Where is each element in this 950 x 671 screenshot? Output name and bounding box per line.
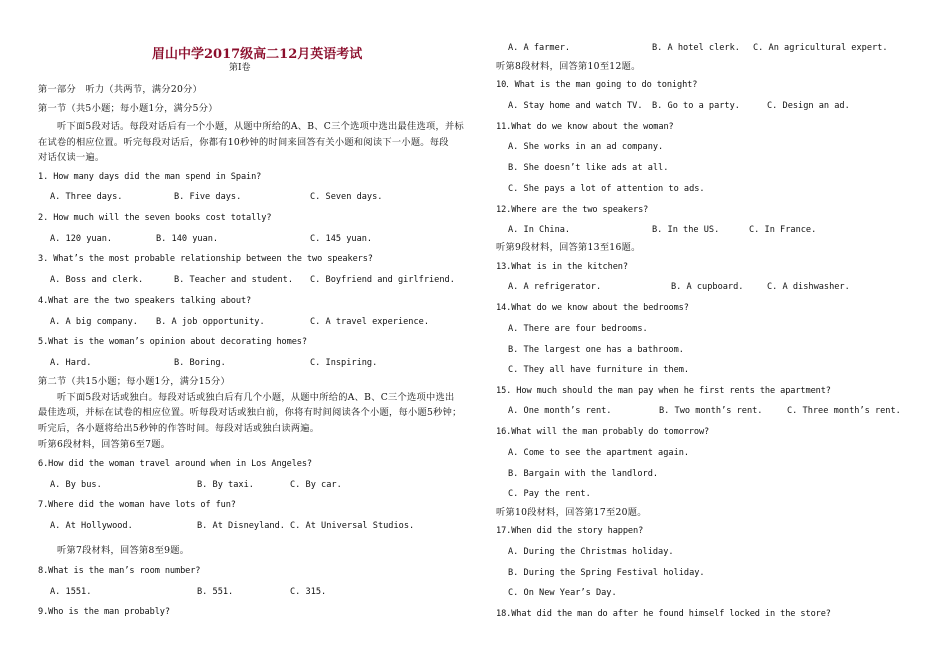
option-a: A. A farmer. bbox=[508, 43, 571, 53]
option-b: B. A hotel clerk. bbox=[652, 43, 740, 53]
option-a: A. There are four bedrooms. bbox=[508, 324, 648, 334]
question-text: 4.What are the two speakers talking about? bbox=[38, 296, 252, 306]
option-c: C. In France. bbox=[749, 225, 817, 235]
option-c: C. A travel experience. bbox=[310, 317, 429, 327]
option-c: C. They all have furniture in them. bbox=[508, 365, 690, 375]
option-c: C. Pay the rent. bbox=[508, 489, 591, 499]
option-a: A. Three days. bbox=[50, 192, 123, 202]
directions-line: 在试卷的相应位置。听完每段对话后，你都有10秒钟的时间来回答有关小题和阅读下一小题。每段 bbox=[38, 137, 449, 148]
question-text: 17.When did the story happen? bbox=[496, 526, 644, 536]
material-heading: 听第8段材料，回答第10至12题。 bbox=[496, 61, 641, 72]
option-c: C. An agricultural expert. bbox=[753, 43, 888, 53]
option-a: A. Stay home and watch TV. bbox=[508, 101, 643, 111]
question-text: 5.What is the woman’s opinion about decorating homes? bbox=[38, 337, 307, 347]
directions-line: 听完后，各小题将给出5秒钟的作答时间。每段对话或独白读两遍。 bbox=[38, 423, 320, 434]
option-b: B. Teacher and student. bbox=[174, 275, 293, 285]
directions-line: 对话仅读一遍。 bbox=[38, 152, 105, 163]
material-heading: 听第9段材料，回答第13至16题。 bbox=[496, 242, 641, 253]
option-c: C. 315. bbox=[290, 587, 327, 597]
option-b: B. A job opportunity. bbox=[156, 317, 265, 327]
option-c: C. Inspiring. bbox=[310, 358, 378, 368]
material-heading: 听第6段材料，回答第6至7题。 bbox=[38, 439, 171, 450]
option-c: C. At Universal Studios. bbox=[290, 521, 415, 531]
question-text: 6.How did the woman travel around when in Los Angeles? bbox=[38, 459, 312, 469]
question-text: 11.What do we know about the woman? bbox=[496, 122, 674, 132]
question-text: 12.Where are the two speakers? bbox=[496, 205, 649, 215]
option-a: A. Hard. bbox=[50, 358, 92, 368]
question-text: 16.What will the man probably do tomorrow? bbox=[496, 427, 710, 437]
option-b: B. The largest one has a bathroom. bbox=[508, 345, 684, 355]
option-a: A. Boss and clerk. bbox=[50, 275, 144, 285]
option-c: C. She pays a lot of attention to ads. bbox=[508, 184, 705, 194]
question-text: 8.What is the man’s room number? bbox=[38, 566, 201, 576]
question-text: 10．What is the man going to do tonight? bbox=[496, 80, 698, 90]
option-c: C. 145 yuan. bbox=[310, 234, 373, 244]
question-text: 15. How much should the man pay when he first rents the apartment? bbox=[496, 386, 831, 396]
question-text: 18.What did the man do after he found himself locked in the store? bbox=[496, 609, 831, 619]
option-b: B. Bargain with the landlord. bbox=[508, 469, 659, 479]
question-text: 13.What is in the kitchen? bbox=[496, 262, 628, 272]
section-heading: 第二节（共15小题；每小题1分，满分15分） bbox=[38, 376, 231, 387]
directions-line: 最佳选项，并标在试卷的相应位置。听每段对话或独白前，你将有时间阅读各个小题，每小题5秒钟； bbox=[38, 407, 462, 418]
option-b: B. At Disneyland. bbox=[197, 521, 285, 531]
option-a: A. A big company. bbox=[50, 317, 138, 327]
option-b: B. A cupboard. bbox=[671, 282, 744, 292]
option-b: B. Go to a party. bbox=[652, 101, 740, 111]
option-b: B. Five days. bbox=[174, 192, 242, 202]
option-a: A. A refrigerator. bbox=[508, 282, 602, 292]
option-a: A. During the Christmas holiday. bbox=[508, 547, 674, 557]
part-heading: 第一部分 听力（共两节，满分20分） bbox=[38, 84, 203, 95]
option-c: C. Design an ad. bbox=[767, 101, 850, 111]
volume-label: 第Ⅰ卷 bbox=[229, 63, 251, 73]
option-a: A. One month’s rent. bbox=[508, 406, 612, 416]
material-heading: 听第10段材料，回答第17至20题。 bbox=[496, 507, 647, 518]
option-a: A. 120 yuan. bbox=[50, 234, 113, 244]
directions-line: 听下面5段对话或独白。每段对话或独白后有几个小题，从题中所给的A、B、C三个选项中选出 bbox=[38, 392, 455, 403]
page-title: 眉山中学2017级高二12月英语考试 bbox=[152, 47, 363, 62]
option-b: B. By taxi. bbox=[197, 480, 254, 490]
material-heading: 听第7段材料，回答第8至9题。 bbox=[38, 545, 190, 556]
question-text: 7.Where did the woman have lots of fun? bbox=[38, 500, 236, 510]
option-c: C. On New Year’s Day. bbox=[508, 588, 617, 598]
option-c: C. Three month’s rent. bbox=[787, 406, 901, 416]
option-b: B. Two month’s rent. bbox=[659, 406, 763, 416]
option-b: B. 140 yuan. bbox=[156, 234, 219, 244]
section-heading: 第一节（共5小题；每小题1分，满分5分） bbox=[38, 103, 218, 114]
option-a: A. 1551. bbox=[50, 587, 92, 597]
question-text: 2. How much will the seven books cost totally? bbox=[38, 213, 272, 223]
option-b: B. In the US. bbox=[652, 225, 720, 235]
option-b: B. She doesn’t like ads at all. bbox=[508, 163, 669, 173]
option-a: A. At Hollywood. bbox=[50, 521, 133, 531]
option-a: A. In China. bbox=[508, 225, 571, 235]
option-a: A. She works in an ad company. bbox=[508, 142, 664, 152]
question-text: 9.Who is the man probably? bbox=[38, 607, 170, 617]
directions-line: 听下面5段对话。每段对话后有一个小题，从题中所给的A、B、C三个选项中选出最佳选项，并标 bbox=[38, 121, 464, 132]
option-a: A. Come to see the apartment again. bbox=[508, 448, 690, 458]
option-b: B. 551. bbox=[197, 587, 234, 597]
option-c: C. Seven days. bbox=[310, 192, 383, 202]
question-text: 14.What do we know about the bedrooms? bbox=[496, 303, 689, 313]
option-a: A. By bus. bbox=[50, 480, 102, 490]
option-c: C. By car. bbox=[290, 480, 342, 490]
question-text: 3. What’s the most probable relationship between the two speakers? bbox=[38, 254, 373, 264]
option-b: B. During the Spring Festival holiday. bbox=[508, 568, 705, 578]
option-c: C. A dishwasher. bbox=[767, 282, 850, 292]
option-c: C. Boyfriend and girlfriend. bbox=[310, 275, 455, 285]
option-b: B. Boring. bbox=[174, 358, 226, 368]
question-text: 1. How many days did the man spend in Spain? bbox=[38, 172, 262, 182]
